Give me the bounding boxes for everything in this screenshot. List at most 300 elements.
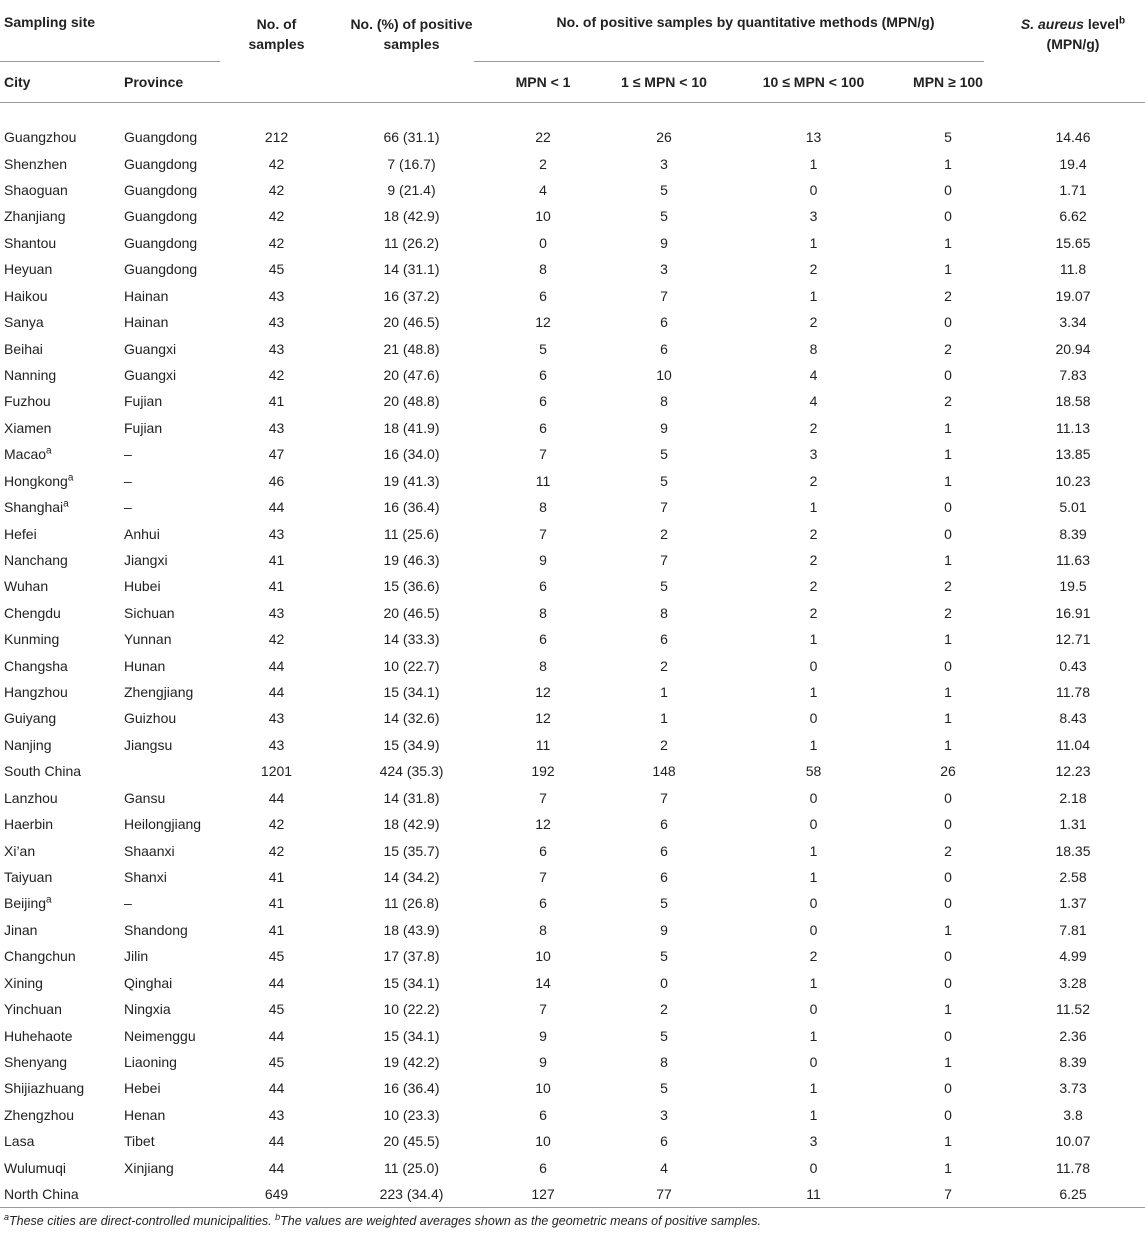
cell-city: Hongkong$^a$ xyxy=(4,472,74,489)
cell-samples: 46 xyxy=(268,472,285,489)
cell-mpn-10-100: 2 xyxy=(809,604,818,621)
cell-province: Zhengjiang xyxy=(124,684,194,701)
cell-samples: 43 xyxy=(268,1106,285,1123)
cell-level: 1.37 xyxy=(1059,895,1087,912)
cell-positive: 66 (31.1) xyxy=(383,129,440,146)
cell-mpn-lt-1: 6 xyxy=(539,842,547,859)
cell-mpn-lt-1: 6 xyxy=(539,367,547,383)
table-row xyxy=(0,679,1145,705)
cell-samples: 43 xyxy=(268,419,285,436)
cell-city: Jinan xyxy=(4,921,38,938)
cell-mpn-ge-100: 0 xyxy=(944,182,952,199)
cell-positive: 11 (26.8) xyxy=(384,895,439,912)
cell-city: Wulumuqi xyxy=(4,1159,66,1176)
cell-level: 6.25 xyxy=(1001,1181,1145,1208)
cell-mpn-1-10: 6 xyxy=(660,314,668,331)
cell-samples: 41 xyxy=(268,895,285,912)
cell-positive: 223 (34.4) xyxy=(333,1181,490,1208)
cell-city: Hangzhou xyxy=(4,684,68,701)
cell-province: Hubei xyxy=(124,578,161,595)
cell-level: 18.58 xyxy=(1055,393,1091,410)
cell-positive: 18 (41.9) xyxy=(383,419,440,436)
cell-mpn-10-100: 2 xyxy=(809,419,818,436)
table-row xyxy=(0,943,1145,969)
header-subdivider xyxy=(474,61,984,62)
cell-positive: 10 (22.7) xyxy=(383,657,440,674)
cell-samples: 41 xyxy=(268,551,285,568)
table-row xyxy=(0,996,1145,1022)
cell-mpn-ge-100: 1 xyxy=(944,419,952,436)
cell-mpn-ge-100: 0 xyxy=(944,208,952,225)
cell-samples: 42 xyxy=(268,367,285,383)
cell-mpn-10-100: 2 xyxy=(809,525,818,542)
table-row xyxy=(0,600,1145,626)
table-row xyxy=(0,890,1145,916)
cell-province: Xinjiang xyxy=(124,1159,174,1176)
cell-positive: 16 (34.0) xyxy=(383,446,440,463)
cell-province: Guizhou xyxy=(124,710,177,727)
cell-mpn-lt-1: 192 xyxy=(531,763,555,780)
cell-city: Shantou xyxy=(4,234,57,251)
cell-level: 12.23 xyxy=(1055,763,1091,780)
cell-mpn-1-10: 2 xyxy=(660,736,668,753)
cell-city: Shaoguan xyxy=(4,182,68,199)
cell-mpn-ge-100: 1 xyxy=(944,1133,952,1150)
cell-mpn-1-10: 148 xyxy=(652,763,676,780)
cell-samples: 212 xyxy=(264,129,289,146)
cell-level: 13.85 xyxy=(1055,446,1091,463)
cell-mpn-ge-100: 0 xyxy=(944,816,952,833)
cell-mpn-1-10: 6 xyxy=(660,842,668,859)
cell-mpn-1-10: 7 xyxy=(660,789,668,806)
cell-positive: 19 (41.3) xyxy=(383,472,440,489)
cell-mpn-10-100: 3 xyxy=(809,208,818,225)
cell-positive: 15 (34.1) xyxy=(383,1027,440,1044)
cell-mpn-ge-100: 0 xyxy=(944,525,952,542)
cell-mpn-ge-100: 7 xyxy=(895,1181,1001,1208)
header-no-positive: No. (%) of positive samples xyxy=(350,16,473,52)
cell-mpn-lt-1: 6 xyxy=(539,1106,547,1123)
cell-province: Jilin xyxy=(124,948,149,965)
cell-positive: 20 (46.5) xyxy=(383,604,440,621)
cell-mpn-1-10: 77 xyxy=(596,1181,732,1208)
cell-mpn-lt-1: 4 xyxy=(539,182,547,199)
cell-mpn-10-100: 0 xyxy=(809,1001,818,1018)
table-row xyxy=(0,917,1145,943)
cell-mpn-lt-1: 6 xyxy=(539,393,547,410)
cell-mpn-10-100: 0 xyxy=(809,657,818,674)
cell-mpn-lt-1: 6 xyxy=(539,287,547,304)
cell-samples: 44 xyxy=(268,1080,285,1097)
cell-mpn-lt-1: 12 xyxy=(535,816,551,833)
cell-level: 11.78 xyxy=(1056,1159,1090,1176)
cell-city: Nanchang xyxy=(4,551,68,568)
cell-samples: 43 xyxy=(268,710,285,727)
cell-city: Yinchuan xyxy=(4,1001,62,1018)
cell-province: Hainan xyxy=(124,287,169,304)
cell-province: Sichuan xyxy=(124,604,175,621)
cell-mpn-10-100: 1 xyxy=(809,499,818,516)
cell-positive: 11 (25.0) xyxy=(384,1159,439,1176)
cell-mpn-1-10: 5 xyxy=(660,578,668,595)
cell-province: Tibet xyxy=(124,1133,155,1150)
cell-mpn-lt-1: 9 xyxy=(539,1027,547,1044)
cell-level: 15.65 xyxy=(1055,234,1091,251)
cell-mpn-lt-1: 10 xyxy=(535,948,551,965)
table-row xyxy=(0,230,1145,256)
cell-mpn-10-100: 2 xyxy=(809,551,818,568)
cell-mpn-10-100: 2 xyxy=(809,578,818,595)
table-row xyxy=(0,309,1145,335)
cell-level: 11.13 xyxy=(1056,419,1090,436)
cell-samples: 649 xyxy=(220,1181,333,1208)
cell-mpn-10-100: 1 xyxy=(809,974,818,991)
cell-mpn-10-100: 1 xyxy=(809,1080,818,1097)
cell-mpn-lt-1: 11 xyxy=(535,472,551,489)
cell-province: Jiangxi xyxy=(124,551,168,568)
cell-level: 3.34 xyxy=(1059,314,1087,331)
cell-mpn-lt-1: 7 xyxy=(539,789,547,806)
header-sampling-site: Sampling site xyxy=(0,0,220,64)
header-mpn-1-10: 1 ≤ MPN < 10 xyxy=(621,74,707,90)
cell-mpn-1-10: 6 xyxy=(660,816,668,833)
cell-positive: 15 (35.7) xyxy=(383,842,440,859)
cell-city: Shenyang xyxy=(4,1053,68,1070)
cell-province: Heilongjiang xyxy=(124,816,202,833)
cell-city: Xi’an xyxy=(4,842,36,859)
cell-city: Fuzhou xyxy=(4,393,51,410)
cell-mpn-10-100: 1 xyxy=(809,631,818,648)
table-row xyxy=(0,388,1145,414)
cell-level: 10.07 xyxy=(1055,1133,1091,1150)
cell-city: Changsha xyxy=(4,657,68,674)
cell-mpn-10-100: 2 xyxy=(809,261,818,278)
cell-mpn-ge-100: 26 xyxy=(940,763,956,780)
cell-mpn-lt-1: 7 xyxy=(539,446,547,463)
cell-province: Qinghai xyxy=(124,974,173,991)
cell-mpn-10-100: 0 xyxy=(809,789,818,806)
cell-province: Ningxia xyxy=(124,1001,171,1018)
cell-samples: 41 xyxy=(268,393,285,410)
cell-province: Hebei xyxy=(124,1080,161,1097)
cell-samples: 44 xyxy=(268,499,285,516)
cell-city: Lasa xyxy=(4,1133,35,1150)
cell-level: 4.99 xyxy=(1059,948,1087,965)
cell-positive: 9 (21.4) xyxy=(387,182,436,199)
cell-level: 19.07 xyxy=(1055,287,1091,304)
cell-mpn-10-100: 4 xyxy=(809,393,818,410)
cell-province: – xyxy=(124,895,132,912)
cell-province: Hainan xyxy=(124,314,169,331)
cell-mpn-10-100: 0 xyxy=(809,816,818,833)
cell-level: 7.81 xyxy=(1059,921,1087,938)
cell-mpn-10-100: 1 xyxy=(809,842,818,859)
cell-province: Anhui xyxy=(124,525,160,542)
cell-mpn-10-100: 0 xyxy=(809,710,818,727)
cell-city: South China xyxy=(4,763,82,780)
cell-samples: 44 xyxy=(268,684,285,701)
cell-mpn-1-10: 2 xyxy=(660,1001,668,1018)
cell-positive: 14 (31.1) xyxy=(383,261,440,278)
cell-level: 2.58 xyxy=(1059,869,1087,886)
cell-level: 2.36 xyxy=(1059,1027,1087,1044)
cell-mpn-ge-100: 0 xyxy=(944,1106,952,1123)
cell-level: 20.94 xyxy=(1055,340,1091,357)
cell-city: Shijiazhuang xyxy=(4,1080,85,1097)
cell-city: Nanjing xyxy=(4,736,52,753)
cell-samples: 42 xyxy=(268,842,285,859)
cell-mpn-lt-1: 6 xyxy=(539,1159,547,1176)
cell-mpn-1-10: 2 xyxy=(660,657,668,674)
cell-mpn-1-10: 6 xyxy=(660,1133,668,1150)
cell-mpn-ge-100: 1 xyxy=(944,736,952,753)
cell-level: 8.39 xyxy=(1059,1053,1087,1070)
cell-mpn-1-10: 5 xyxy=(660,208,668,225)
cell-mpn-ge-100: 1 xyxy=(944,234,952,251)
cell-mpn-lt-1: 10 xyxy=(535,208,551,225)
cell-mpn-ge-100: 0 xyxy=(944,789,952,806)
cell-province: – xyxy=(124,446,132,463)
cell-positive: 21 (48.8) xyxy=(383,340,440,357)
cell-mpn-lt-1: 6 xyxy=(539,419,547,436)
table-row xyxy=(0,1049,1145,1075)
cell-samples: 41 xyxy=(268,578,285,595)
cell-province: Fujian xyxy=(124,419,163,436)
cell-positive: 10 (23.3) xyxy=(383,1106,440,1123)
cell-city: Zhengzhou xyxy=(4,1106,75,1123)
cell-mpn-ge-100: 0 xyxy=(944,1080,952,1097)
cell-positive: 424 (35.3) xyxy=(379,763,444,780)
cell-province: – xyxy=(124,499,132,516)
header-quant-methods: No. of positive samples by quantitative methods (MPN/g) xyxy=(556,14,935,30)
cell-positive: 20 (47.6) xyxy=(383,367,440,383)
cell-city: Heyuan xyxy=(4,261,53,278)
cell-samples: 42 xyxy=(268,155,285,172)
header-mpn-lt-1: MPN < 1 xyxy=(515,74,571,90)
cell-samples: 1201 xyxy=(260,763,293,780)
table-row xyxy=(0,705,1145,731)
cell-mpn-lt-1: 8 xyxy=(539,657,547,674)
cell-mpn-1-10: 5 xyxy=(660,1027,668,1044)
cell-positive: 10 (22.2) xyxy=(383,1001,440,1018)
cell-mpn-lt-1: 6 xyxy=(539,631,547,648)
cell-level: 8.43 xyxy=(1059,710,1087,727)
table-row xyxy=(0,520,1145,546)
footnote: $^a$These cities are direct-controlled municipalities. $^b$The values are weighted averages shown as the geometric means of positive samples. xyxy=(4,1211,761,1228)
cell-mpn-1-10: 9 xyxy=(660,234,668,251)
cell-mpn-ge-100: 1 xyxy=(944,1159,952,1176)
cell-mpn-lt-1: 7 xyxy=(539,525,547,542)
cell-level: 1.31 xyxy=(1059,816,1087,833)
cell-province xyxy=(120,758,220,784)
table-row xyxy=(0,441,1145,467)
cell-mpn-ge-100: 0 xyxy=(944,499,952,516)
cell-mpn-ge-100: 1 xyxy=(944,710,952,727)
cell-mpn-ge-100: 1 xyxy=(944,1053,952,1070)
cell-level: 14.46 xyxy=(1055,129,1091,146)
cell-positive: 7 (16.7) xyxy=(387,155,436,172)
cell-samples: 43 xyxy=(268,314,285,331)
cell-mpn-ge-100: 0 xyxy=(944,1027,952,1044)
cell-mpn-10-100: 3 xyxy=(809,1133,818,1150)
cell-mpn-lt-1: 7 xyxy=(539,869,547,886)
header-mpn-10-100: 10 ≤ MPN < 100 xyxy=(762,74,865,90)
table-row xyxy=(0,203,1145,229)
cell-level: 11.8 xyxy=(1059,261,1087,278)
cell-mpn-lt-1: 22 xyxy=(535,129,551,146)
cell-level: 1.71 xyxy=(1059,182,1087,199)
cell-mpn-10-100: 1 xyxy=(809,287,818,304)
cell-mpn-1-10: 6 xyxy=(660,631,668,648)
cell-city: Macao$^a$ xyxy=(4,445,52,463)
cell-city: Guangzhou xyxy=(4,129,77,146)
cell-positive: 18 (43.9) xyxy=(383,921,440,938)
cell-level: 3.8 xyxy=(1063,1106,1083,1123)
cell-mpn-1-10: 7 xyxy=(660,499,668,516)
cell-mpn-lt-1: 9 xyxy=(539,551,547,568)
cell-positive: 15 (34.1) xyxy=(383,974,440,991)
cell-mpn-1-10: 3 xyxy=(660,1106,668,1123)
table-row xyxy=(0,547,1145,573)
cell-city: Haikou xyxy=(4,287,48,304)
cell-mpn-1-10: 5 xyxy=(660,446,668,463)
cell-province: Gansu xyxy=(124,789,166,806)
cell-samples: 45 xyxy=(268,1001,285,1018)
cell-mpn-lt-1: 12 xyxy=(535,710,551,727)
header-no-samples: No. of samples xyxy=(248,16,305,52)
table-row xyxy=(0,1181,1145,1208)
cell-province: Guangdong xyxy=(124,208,198,225)
cell-mpn-10-100: 3 xyxy=(809,446,818,463)
table-row xyxy=(0,150,1145,176)
cell-mpn-lt-1: 11 xyxy=(535,736,551,753)
cell-city: North China xyxy=(0,1181,120,1208)
cell-mpn-10-100: 1 xyxy=(809,155,818,172)
cell-samples: 43 xyxy=(268,287,285,304)
cell-mpn-10-100: 58 xyxy=(805,763,822,780)
cell-mpn-lt-1: 12 xyxy=(535,314,551,331)
table-row xyxy=(0,1102,1145,1128)
cell-mpn-1-10: 3 xyxy=(660,155,668,172)
cell-level: 3.28 xyxy=(1059,974,1087,991)
cell-samples: 41 xyxy=(268,869,285,886)
cell-province: Shaanxi xyxy=(124,842,175,859)
cell-mpn-ge-100: 0 xyxy=(944,314,952,331)
cell-province: Neimenggu xyxy=(124,1027,196,1044)
cell-mpn-10-100: 13 xyxy=(805,129,822,146)
cell-mpn-10-100: 11 xyxy=(732,1181,895,1208)
cell-mpn-ge-100: 1 xyxy=(944,551,952,568)
header-aureus-level: S. aureus level$^b$ (MPN/g) xyxy=(1020,15,1126,52)
cell-mpn-10-100: 2 xyxy=(809,948,818,965)
cell-mpn-1-10: 8 xyxy=(660,1053,668,1070)
cell-mpn-ge-100: 0 xyxy=(944,974,952,991)
cell-city: Lanzhou xyxy=(4,789,58,806)
cell-city: Zhanjiang xyxy=(4,208,66,225)
cell-level: 6.62 xyxy=(1059,208,1087,225)
cell-samples: 45 xyxy=(268,1053,285,1070)
table-row xyxy=(0,177,1145,203)
table-row xyxy=(0,335,1145,361)
cell-mpn-10-100: 2 xyxy=(809,314,818,331)
cell-city: Wuhan xyxy=(4,578,49,595)
cell-level: 11.63 xyxy=(1056,551,1090,568)
cell-province: Guangdong xyxy=(124,155,198,172)
cell-mpn-ge-100: 1 xyxy=(944,261,952,278)
cell-positive: 11 (25.6) xyxy=(384,525,439,542)
cell-mpn-ge-100: 1 xyxy=(944,1001,952,1018)
cell-city: Changchun xyxy=(4,948,76,965)
cell-mpn-ge-100: 2 xyxy=(944,578,952,595)
cell-mpn-1-10: 8 xyxy=(660,604,668,621)
table-row xyxy=(0,732,1145,758)
cell-positive: 19 (42.2) xyxy=(383,1053,440,1070)
cell-mpn-10-100: 8 xyxy=(809,340,818,357)
cell-positive: 11 (26.2) xyxy=(384,234,439,251)
cell-province: Shanxi xyxy=(124,869,167,886)
cell-samples: 44 xyxy=(268,657,285,674)
cell-mpn-lt-1: 7 xyxy=(539,1001,547,1018)
cell-level: 2.18 xyxy=(1059,789,1087,806)
cell-mpn-1-10: 5 xyxy=(660,895,668,912)
cell-mpn-ge-100: 2 xyxy=(944,287,952,304)
cell-city: Huhehaote xyxy=(4,1027,73,1044)
cell-city: Xining xyxy=(4,974,43,991)
cell-samples: 42 xyxy=(268,182,285,199)
cell-mpn-ge-100: 0 xyxy=(944,948,952,965)
cell-positive: 15 (34.1) xyxy=(383,684,440,701)
table-row xyxy=(0,124,1145,150)
cell-samples: 42 xyxy=(268,631,285,648)
cell-mpn-1-10: 7 xyxy=(660,287,668,304)
cell-mpn-1-10: 5 xyxy=(660,472,668,489)
cell-city: Chengdu xyxy=(4,604,61,621)
cell-positive: 17 (37.8) xyxy=(383,948,440,965)
cell-mpn-10-100: 4 xyxy=(809,367,818,383)
cell-samples: 44 xyxy=(268,1133,285,1150)
cell-mpn-1-10: 8 xyxy=(660,393,668,410)
cell-samples: 43 xyxy=(268,604,285,621)
cell-mpn-10-100: 1 xyxy=(809,1106,818,1123)
table-row xyxy=(0,785,1145,811)
cell-positive: 14 (34.2) xyxy=(383,869,440,886)
cell-mpn-10-100: 1 xyxy=(809,869,818,886)
cell-level: 8.39 xyxy=(1059,525,1087,542)
cell-level: 19.5 xyxy=(1059,578,1087,595)
cell-level: 16.91 xyxy=(1055,604,1091,621)
table-row xyxy=(0,652,1145,678)
cell-mpn-1-10: 5 xyxy=(660,182,668,199)
cell-city: Xiamen xyxy=(4,419,52,436)
cell-mpn-ge-100: 2 xyxy=(944,340,952,357)
cell-mpn-1-10: 5 xyxy=(660,948,668,965)
cell-mpn-ge-100: 0 xyxy=(944,895,952,912)
cell-mpn-10-100: 2 xyxy=(809,472,818,489)
cell-positive: 15 (34.9) xyxy=(383,736,440,753)
cell-samples: 43 xyxy=(268,736,285,753)
cell-mpn-ge-100: 2 xyxy=(944,842,952,859)
cell-mpn-10-100: 0 xyxy=(809,921,818,938)
table-row xyxy=(0,256,1145,282)
cell-mpn-lt-1: 0 xyxy=(539,234,547,251)
cell-mpn-lt-1: 5 xyxy=(539,340,547,357)
cell-mpn-10-100: 0 xyxy=(809,895,818,912)
cell-city: Nanning xyxy=(4,367,57,383)
cell-city: Hefei xyxy=(4,525,37,542)
cell-mpn-1-10: 7 xyxy=(660,551,668,568)
cell-province: Guangdong xyxy=(124,129,198,146)
cell-mpn-ge-100: 1 xyxy=(944,446,952,463)
